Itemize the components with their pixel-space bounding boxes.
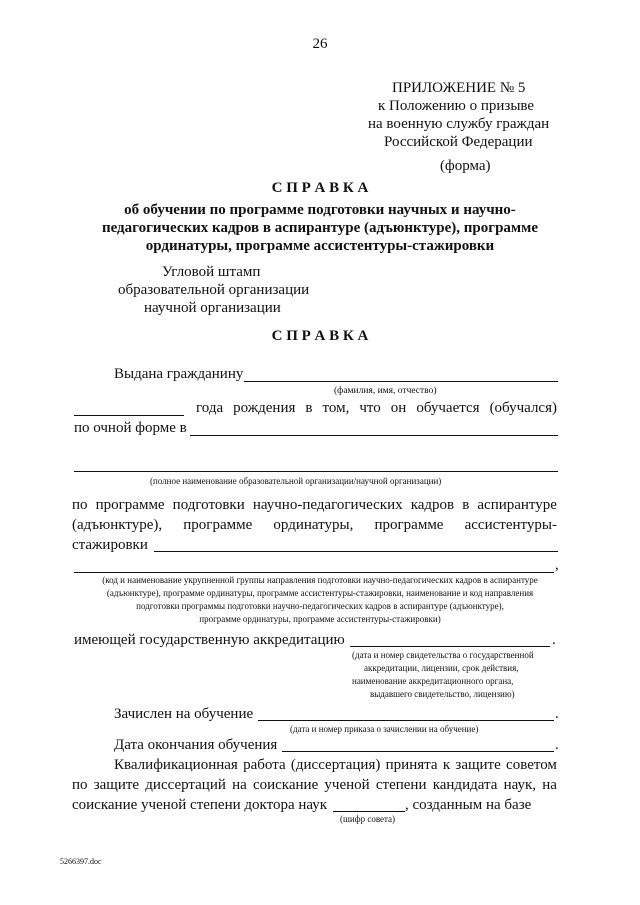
qualification-word: соискание <box>252 777 319 793</box>
birth-text <box>196 400 557 417</box>
program-word: программе <box>374 517 444 533</box>
program-word: кадров <box>410 497 455 513</box>
qualification-word: кандидата <box>432 777 498 793</box>
program-word: в <box>462 497 470 513</box>
appendix-line2: на военную службу граждан <box>368 116 550 132</box>
qualification-word: защите <box>455 757 501 773</box>
program-word: ординатуры, <box>273 517 354 533</box>
program-field-1[interactable] <box>154 551 558 552</box>
accreditation-field[interactable] <box>350 646 550 647</box>
qualification-word: диссертаций <box>145 777 226 793</box>
subheading-line1: об обучении по программе подготовки научных и научно- <box>124 202 516 218</box>
issued-name-field[interactable] <box>244 381 558 382</box>
enrolled-period: . <box>555 706 559 722</box>
stamp-line1: Угловой штамп <box>162 264 261 280</box>
birth-word: что <box>359 400 381 416</box>
program-line1 <box>72 497 557 514</box>
accreditation-hint-line3: наименование аккредитационного органа, <box>352 676 514 686</box>
birth-word: обучается <box>416 400 480 416</box>
issued-label: Выдана гражданину <box>114 366 244 382</box>
qualification-word: работа <box>243 757 286 773</box>
birth-word: он <box>390 400 407 416</box>
qualification-word: советом <box>506 757 557 773</box>
subheading-line3: ординатуры, программе ассистентуры-стажировки <box>145 238 495 254</box>
program-word: программе <box>183 517 253 533</box>
appendix-line3: Российской Федерации <box>384 134 533 150</box>
organization-field-2[interactable] <box>74 471 558 472</box>
qualification-word: принята <box>385 757 438 773</box>
birth-year-field[interactable] <box>74 415 184 416</box>
qualification-line3a: соискание ученой степени доктора наук <box>72 797 328 813</box>
program-line2 <box>72 517 557 534</box>
program-word: аспирантуре <box>477 497 557 513</box>
program-hint-line2: (адъюнктуре), программе ординатуры, программе ассистентуры-стажировки, наименование и код направления <box>106 588 534 598</box>
accreditation-hint-line2: аккредитации, лицензии, срок действия, <box>364 663 519 673</box>
program-line3: стажировки <box>72 537 148 553</box>
birth-word: том, <box>322 400 350 416</box>
page-number: 26 <box>312 36 328 52</box>
program-comma: , <box>555 557 559 573</box>
accreditation-hint-line1: (дата и номер свидетельства о государственной <box>352 650 534 660</box>
graduation-label: Дата окончания обучения <box>114 737 278 753</box>
qualification-line2 <box>72 777 557 794</box>
organization-hint: (полное наименование образовательной организации/научной организации) <box>150 476 442 486</box>
qualification-word: защите <box>93 777 140 793</box>
subheading-line2: педагогических кадров в аспирантуре (адъюнктуре), программе <box>101 220 539 236</box>
graduation-date-field[interactable] <box>282 751 554 752</box>
qualification-word: на <box>232 777 247 793</box>
qualification-word: по <box>72 777 88 793</box>
qualification-line1 <box>114 757 557 774</box>
footer-filename: 5266397.doc <box>60 857 102 866</box>
organization-field-1[interactable] <box>190 435 558 436</box>
qualification-word: (диссертация) <box>290 757 381 773</box>
issued-hint: (фамилия, имя, отчество) <box>334 386 437 396</box>
qualification-word: на <box>542 777 557 793</box>
program-word: программе <box>95 497 165 513</box>
birth-word: (обучался) <box>489 400 557 416</box>
stamp-line3: научной организации <box>144 300 281 316</box>
enrolled-hint: (дата и номер приказа о зачислении на обучение) <box>290 724 479 734</box>
birth-word: в <box>305 400 313 416</box>
program-hint-line3: подготовки программы подготовки научно-педагогических кадров в аспирантуре (адъюнктуре), <box>136 601 504 611</box>
program-word: ассистентуры- <box>464 517 557 533</box>
program-field-2[interactable] <box>74 572 554 573</box>
enrollment-field[interactable] <box>258 720 554 721</box>
stamp-line2: образовательной организации <box>118 282 310 298</box>
appendix-line1: к Положению о призыве <box>378 98 535 114</box>
accreditation-period: . <box>552 632 556 648</box>
full-time-label: по очной форме в <box>74 420 187 436</box>
birth-word: года <box>196 400 224 416</box>
qualification-word: Квалификационная <box>114 757 238 773</box>
program-hint-line1: (код и наименование укрупненной группы направления подготовки научно-педагогических кадров в аспирантуре <box>102 575 538 585</box>
heading-spravka-2: С П Р А В К А <box>271 328 369 344</box>
accreditation-hint-line4: выдавшего свидетельство, лицензию) <box>370 689 515 699</box>
council-code-field[interactable] <box>333 811 405 812</box>
council-code-hint: (шифр совета) <box>340 814 396 824</box>
program-word: по <box>72 497 88 513</box>
birth-word: рождения <box>233 400 296 416</box>
program-hint-line4: программе ординатуры, программе ассистентуры-стажировки) <box>199 614 441 624</box>
program-word: подготовки <box>172 497 245 513</box>
appendix-title: ПРИЛОЖЕНИЕ № 5 <box>392 80 526 96</box>
program-word: научно-педагогических <box>252 497 403 513</box>
heading-spravka-1: С П Р А В К А <box>271 180 369 196</box>
qualification-word: наук, <box>503 777 537 793</box>
program-word: (адъюнктуре), <box>72 517 163 533</box>
form-label: (форма) <box>440 158 491 174</box>
qualification-line3b: , созданным на базе <box>405 797 532 813</box>
qualification-word: к <box>442 757 451 773</box>
graduation-period: . <box>555 737 559 753</box>
qualification-word: степени <box>375 777 427 793</box>
qualification-word: ученой <box>324 777 370 793</box>
enrolled-label: Зачислен на обучение <box>114 706 254 722</box>
accreditation-label: имеющей государственную аккредитацию <box>74 632 345 648</box>
